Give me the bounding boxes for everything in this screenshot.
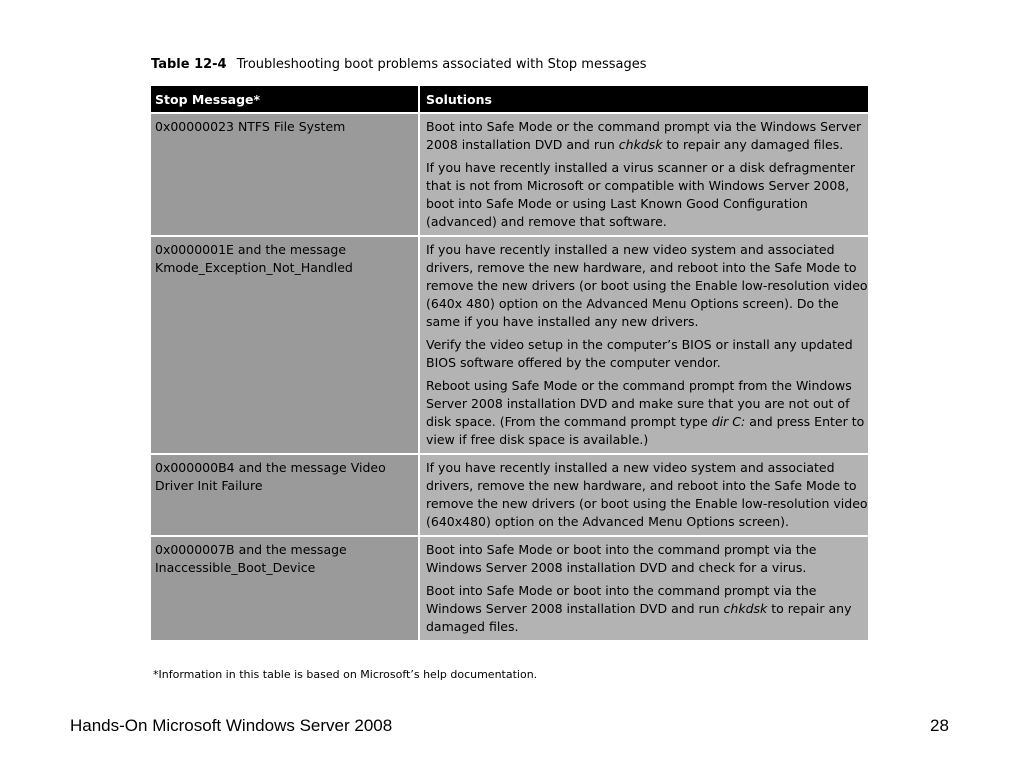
footer-book-title: Hands-On Microsoft Windows Server 2008 <box>70 716 393 735</box>
table-row <box>151 236 868 454</box>
solution-text: If you have recently installed a new video system and associated drivers, remove the new hardware, and reboot into the Safe Mode to remove the new drivers (or boot using the Enable low-resolution video (640x 480) option on the Advanced Menu Options screen). Do the same if you have installed any new drivers. <box>426 242 868 329</box>
solution-text: and press Enter to view if free disk space is available.) <box>426 414 865 447</box>
solution-paragraph <box>426 118 868 154</box>
table-row <box>151 536 868 640</box>
stop-message-cell: 0x00000023 NTFS File System <box>151 113 419 236</box>
table-header-row <box>151 86 868 113</box>
table-title: Troubleshooting boot problems associated with Stop messages <box>236 57 647 72</box>
table-body <box>151 113 868 640</box>
solutions-cell <box>419 536 868 640</box>
table-row <box>151 454 868 536</box>
solution-text: Boot into Safe Mode or boot into the command prompt via the Windows Server 2008 installation DVD and check for a virus. <box>426 542 817 575</box>
solution-text: to repair any damaged files. <box>662 137 844 152</box>
solution-text: Reboot using Safe Mode or the command prompt from the Windows Server 2008 installation DVD and make sure that you are not out of disk space. (From the command prompt type <box>426 378 852 429</box>
table-footnote: *Information in this table is based on Microsoft’s help documentation. <box>153 668 538 681</box>
solution-text: If you have recently installed a virus scanner or a disk defragmenter that is not from Microsoft or compatible with Windows Server 2008, boot into Safe Mode or using Last Known Good Configuration (advanced) and remove that software. <box>426 160 855 229</box>
solution-paragraph <box>426 336 868 372</box>
command-text: chkdsk <box>723 601 768 616</box>
solution-paragraph <box>426 541 868 577</box>
stop-message-cell: 0x000000B4 and the message Video Driver Init Failure <box>151 454 419 536</box>
solution-text: Verify the video setup in the computer’s BIOS or install any updated BIOS software offered by the computer vendor. <box>426 337 853 370</box>
solutions-cell <box>419 113 868 236</box>
solution-text: Boot into Safe Mode or boot into the command prompt via the Windows Server 2008 installation DVD and run <box>426 583 817 616</box>
solution-text: If you have recently installed a new video system and associated drivers, remove the new hardware, and reboot into the Safe Mode to remove the new drivers (or boot using the Enable low-resolution video (640x480) option on the Advanced Menu Options screen). <box>426 460 868 529</box>
solutions-cell <box>419 236 868 454</box>
solution-text: to repair any damaged files. <box>426 601 852 634</box>
solutions-cell <box>419 454 868 536</box>
table-number: Table 12-4 <box>151 57 227 72</box>
stop-message-cell: 0x0000007B and the message Inaccessible_Boot_Device <box>151 536 419 640</box>
solution-paragraph <box>426 459 868 531</box>
footer-page-number: 28 <box>930 716 949 735</box>
table-caption <box>151 57 647 72</box>
column-header-solutions: Solutions <box>419 86 868 113</box>
solution-paragraph <box>426 377 868 449</box>
command-text: chkdsk <box>618 137 663 152</box>
stop-message-cell: 0x0000001E and the message Kmode_Exception_Not_Handled <box>151 236 419 454</box>
command-text: dir C: <box>711 414 746 429</box>
stop-message-table <box>151 86 868 640</box>
column-header-stop-message: Stop Message* <box>151 86 419 113</box>
solution-paragraph <box>426 159 868 231</box>
solution-text: Boot into Safe Mode or the command prompt via the Windows Server 2008 installation DVD and run <box>426 119 862 152</box>
table-row <box>151 113 868 236</box>
solution-paragraph <box>426 582 868 636</box>
solution-paragraph <box>426 241 868 331</box>
